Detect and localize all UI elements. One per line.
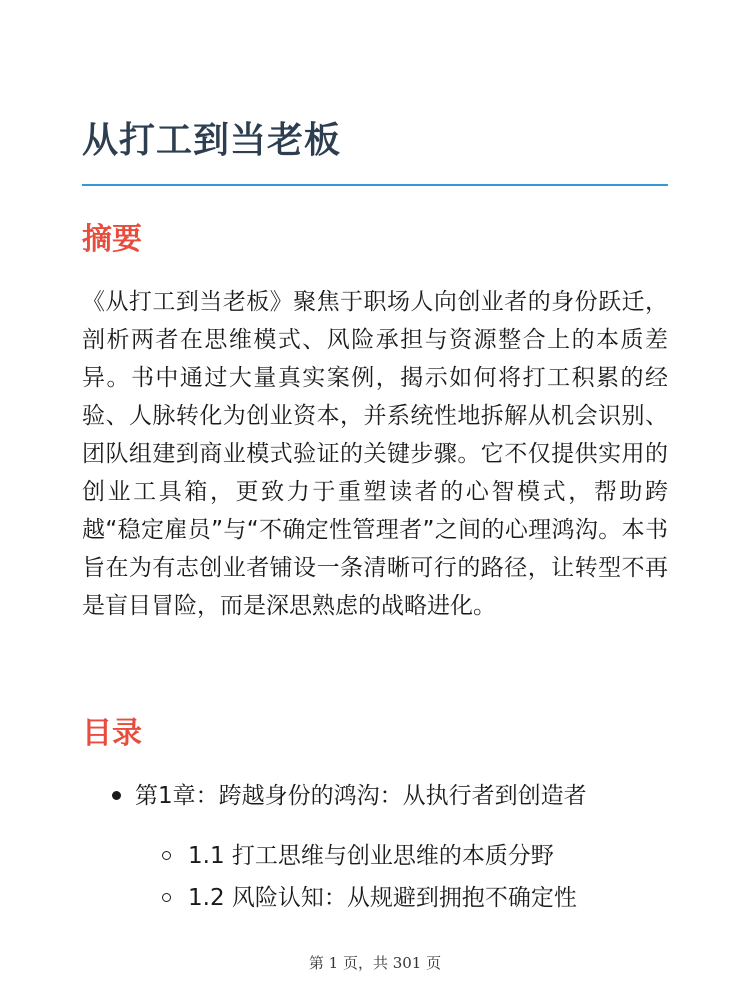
toc-list <box>0 776 750 920</box>
toc-sublist <box>135 836 750 918</box>
summary-heading: 摘要 <box>82 222 142 257</box>
bullet-circle-icon <box>162 851 171 860</box>
title-divider <box>82 184 668 186</box>
toc-section-item[interactable] <box>135 836 750 876</box>
toc-section-label: 1.1 打工思维与创业思维的本质分野 <box>188 843 554 869</box>
page-number-footer: 第 1 页，共 301 页 <box>308 954 442 972</box>
document-title: 从打工到当老板 <box>82 120 342 161</box>
toc-chapter-label: 第1章：跨越身份的鸿沟：从执行者到创造者 <box>135 783 587 809</box>
bullet-circle-icon <box>162 893 171 902</box>
summary-paragraph: 《从打工到当老板》聚焦于职场人向创业者的身份跃迁，剖析两者在思维模式、风险承担与资源整合上的本质差异。书中通过大量真实案例，揭示如何将打工积累的经验、人脉转化为创业资本，并系统性地拆解从机会识别、团队组建到商业模式验证的关键步骤。它不仅提供实用的创业工具箱，更致力于重塑读者的心智模式，帮助跨越“稳定雇员”与“不确定性管理者”之间的心理鸿沟。本书旨在为有志创业者铺设一条清晰可行的路径，让转型不再是盲目冒险，而是深思熟虑的战略进化。 <box>82 289 668 619</box>
bullet-disc-icon <box>112 791 121 800</box>
toc-heading: 目录 <box>82 716 142 751</box>
toc-chapter-item[interactable] <box>0 776 750 918</box>
toc-section-label: 1.2 风险认知：从规避到拥抱不确定性 <box>188 885 577 911</box>
toc-section-item[interactable] <box>135 878 750 918</box>
